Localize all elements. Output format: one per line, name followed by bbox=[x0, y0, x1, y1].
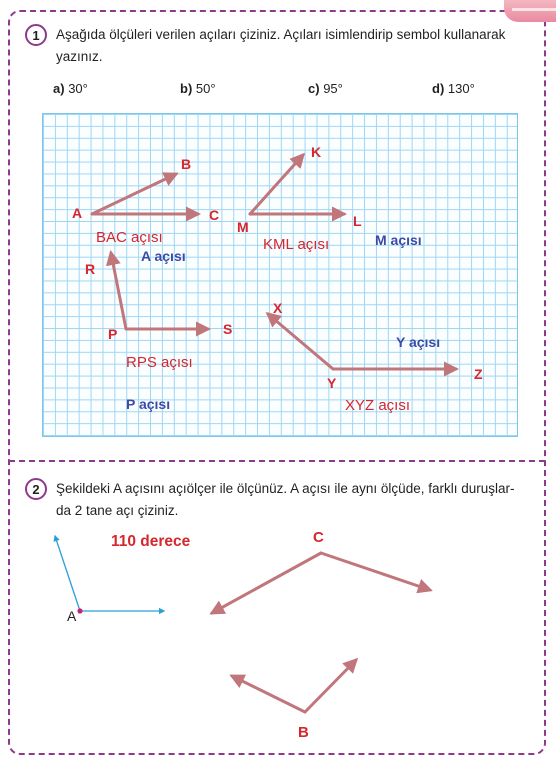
angle-name-xyz: XYZ açısı bbox=[345, 397, 411, 414]
label-s: S bbox=[223, 321, 233, 337]
ray-mk bbox=[250, 155, 303, 214]
label-k: K bbox=[311, 144, 322, 160]
ray-c-left bbox=[212, 553, 321, 613]
question-1-text-line1: Aşağıda ölçüleri verilen açıları çiziniz. Açıları isimlendirip sembol kullanarak bbox=[56, 27, 506, 42]
ray-ab bbox=[92, 174, 176, 214]
given-ray-up bbox=[55, 536, 80, 611]
ray-b-right bbox=[305, 660, 356, 712]
angle-name-rps: RPS açısı bbox=[126, 354, 193, 371]
question-2-number: 2 bbox=[25, 478, 47, 500]
measure-answer: 110 derece bbox=[111, 533, 191, 550]
question-1-text-line2: yazınız. bbox=[56, 49, 103, 64]
symbol-name-y: Y açısı bbox=[396, 334, 441, 350]
label-p: P bbox=[108, 326, 118, 342]
section-divider bbox=[9, 460, 545, 462]
symbol-name-p: P açısı bbox=[126, 396, 171, 412]
ray-b-left bbox=[232, 676, 305, 712]
symbol-name-a: A açısı bbox=[141, 248, 186, 264]
label-x: X bbox=[273, 300, 283, 316]
question-2-text-line2: da 2 tane açı çiziniz. bbox=[56, 503, 179, 518]
given-vertex-label: A bbox=[67, 608, 77, 624]
label-l: L bbox=[353, 213, 362, 229]
given-vertex-dot bbox=[77, 608, 82, 613]
label-c: C bbox=[209, 207, 220, 223]
option-d: d) 130° bbox=[432, 81, 475, 96]
label-m: M bbox=[237, 219, 249, 235]
label-b: B bbox=[181, 156, 192, 172]
label-a: A bbox=[72, 205, 83, 221]
ray-pr bbox=[111, 253, 126, 329]
angle-name-bac: BAC açısı bbox=[96, 229, 163, 246]
symbol-name-m: M açısı bbox=[375, 232, 422, 248]
label-z: Z bbox=[474, 366, 483, 382]
angle-name-kml: KML açısı bbox=[263, 236, 330, 253]
ray-c-right bbox=[321, 553, 430, 590]
label-r: R bbox=[85, 261, 96, 277]
question-2-text-line1: Şekildeki A açısını açıölçer ile ölçünüz. A açısı ile aynı ölçüde, farklı duruşlar- bbox=[56, 481, 515, 496]
option-b: b) 50° bbox=[180, 81, 216, 96]
option-c: c) 95° bbox=[308, 81, 343, 96]
vertex-label-c: C bbox=[313, 529, 324, 546]
ray-yx bbox=[268, 314, 333, 369]
vertex-label-b: B bbox=[298, 724, 309, 741]
option-a: a) 30° bbox=[53, 81, 88, 96]
question-1-number: 1 bbox=[25, 24, 47, 46]
label-y: Y bbox=[327, 375, 337, 391]
